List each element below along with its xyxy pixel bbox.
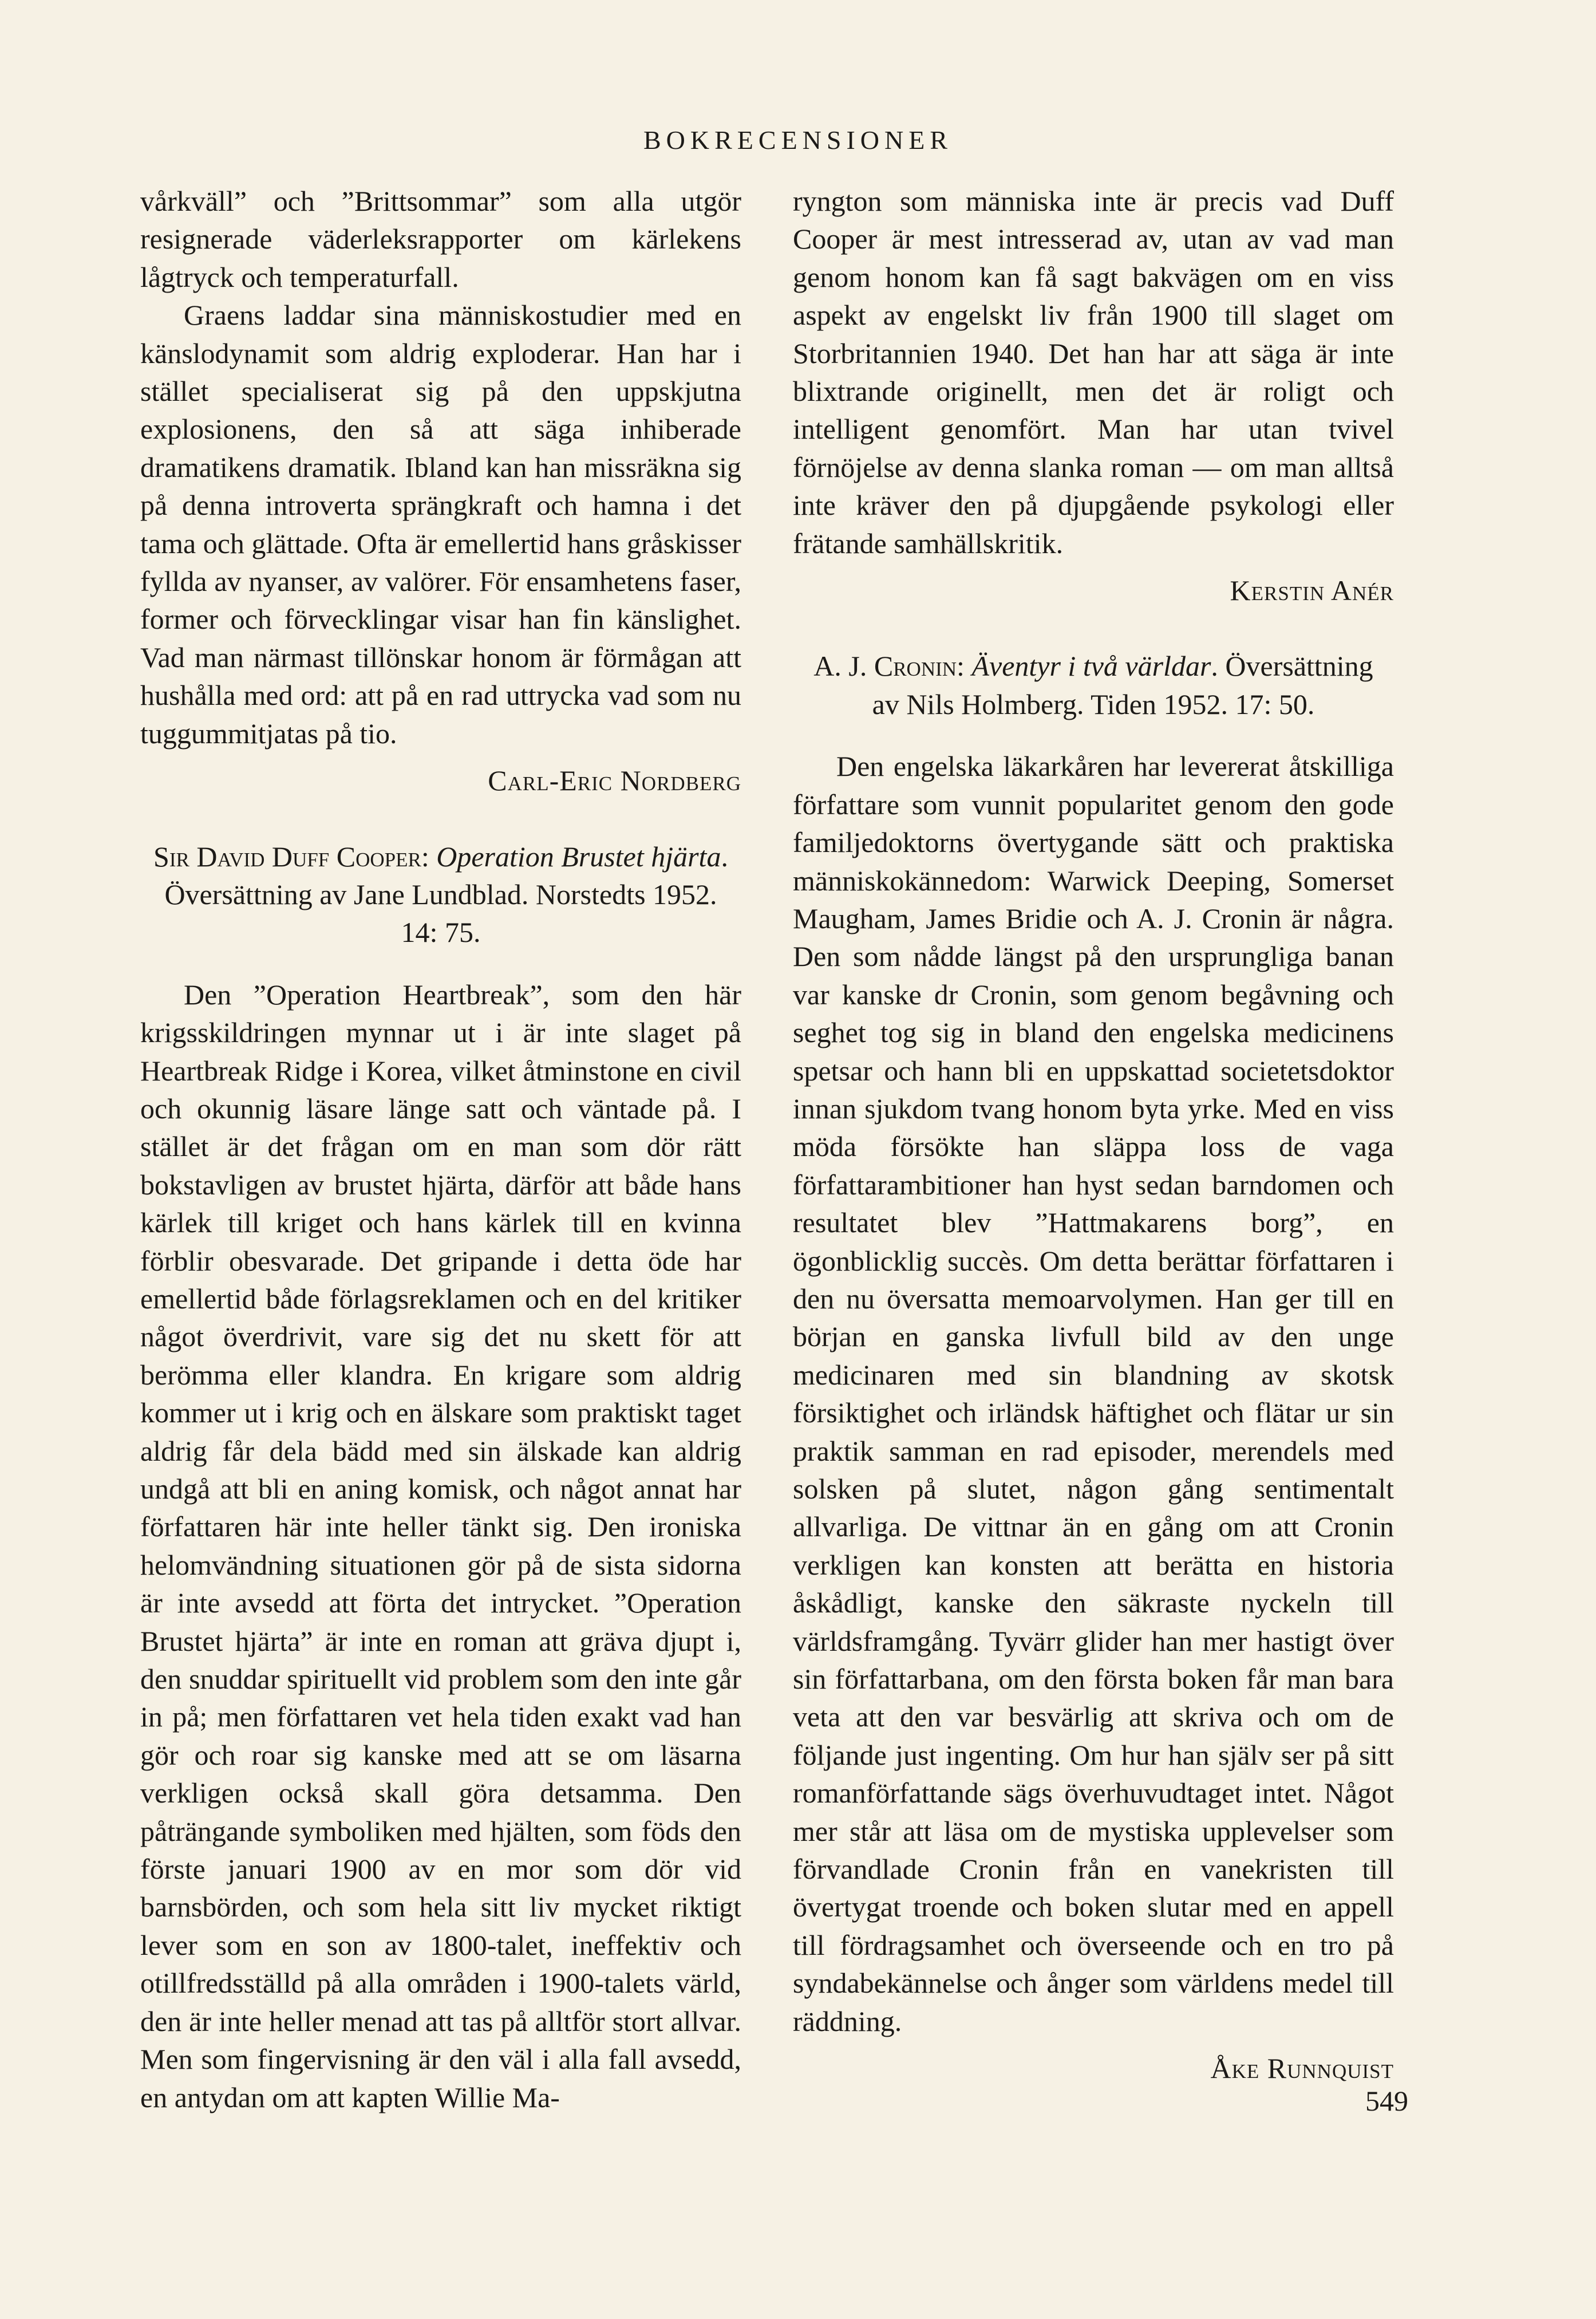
book-author: A. J. Cronin	[813, 650, 957, 683]
reviewer-signature: Kerstin Anér	[1230, 574, 1394, 607]
running-header: BOKRECENSIONER	[643, 125, 953, 155]
book-author: Sir David Duff Cooper	[153, 840, 421, 873]
review2-paragraph: Den ”Operation Heartbreak”, som den här krigsskildringen mynnar ut i är inte slaget på Heartbreak Ridge i Korea, vilket åtminstone en civil och okunnig läsare länge satt och väntade på. I stället är det frågan om en man som dör rätt bokstavligen av brustet hjärta, därför att både hans kärlek till kriget och hans kärlek till en kvinna förblir obesvarade. Det gripande i detta öde har emellertid både förlagsreklamen och en del kritiker något överdrivit, vare sig det nu skett för att berömma eller klandra. En krigare som aldrig kommer ut i krig och en älskare som praktiskt taget aldrig får dela bädd med sin älskade kan aldrig undgå att bli en aning komisk, och något annat har författaren här inte heller tänkt sig. Den ironiska helomvändning situationen gör på de sista sidorna är inte avsedd att förta det intrycket. ”Operation Brustet hjärta” är inte en roman att gräva djupt i, den snuddar spirituellt vid problem som den inte går in på; men författaren vet hela tiden exakt vad han gör och roar sig kanske med att se om läsarna verkligen också skall göra detsamma. Den påträngande symboliken med hjälten, som föds den förste januari 1900 av en mor som dör vid barnsbörden, och som hela sitt liv mycket riktigt lever som en son av 1800-talet, ineffektiv och otillfredsställd på alla områden i 1900-talets värld, den är inte heller menad att tas på alltför stort allvar. Men som fingervisning är den väl i alla fall avsedd, en antydan om att kapten Willie Ma-	[140, 978, 741, 2113]
page-number: 549	[1365, 2085, 1408, 2117]
review2-text-end: ryngton som människa inte är precis vad Duff Cooper är mest intresserad av, utan av vad man genom honom kan få sagt bakvägen om en viss aspekt av engelskt liv från 1900 till slaget om Storbritannien 1940. Det han har att säga är inte blixtrande originellt, men det är roligt och intelligent genomfört. Man har utan tvivel förnöjelse av denna slanka roman — om man alltså inte kräver den på djupgående psykologi eller frätande samhällskritik.	[793, 185, 1394, 559]
review3-paragraph: Den engelska läkarkåren har levererat åtskilliga författare som vunnit popularitet genom den gode familjedoktorns övertygande sätt och praktiska människokännedom: Warwick Deeping, Somerset Maugham, James Bridie och A. J. Cronin är några. Den som nådde längst på den ursprungliga banan var kanske dr Cronin, som genom begåvning och seghet tog sig in bland den engelska medicinens spetsar och hann bli en uppskattad societetsdoktor innan sjukdom tvang honom byta yrke. Med en viss möda försökte han släppa loss de vaga författarambitioner han hyst sedan barndomen och resultatet blev ”Hattmakarens borg”, en ögonblicklig succès. Om detta berättar författaren i den nu översatta memoarvolymen. Han ger till en början en ganska livfull bild av den unge medicinaren med sin blandning av skotsk försiktighet och irländsk häftighet och flätar ur sin praktik samman en rad episoder, merendels med solsken på slutet, någon gång sentimentalt allvarliga. De vittnar än en gång om att Cronin verkligen kan konsten att berätta en historia åskådligt, kanske den säkraste nyckeln till världsframgång. Tyvärr glider han mer hastigt över sin författarbana, om den första boken får man bara veta att den var besvärlig att skriva och om de följande just ingenting. Om hur han själv ser på sitt romanförfattande sägs överhuvudtaget intet. Något mer står att läsa om de mystiska upplevelser som förvandlade Cronin från en vanekristen till övertygat troende och boken slutar med en appell till fördragsamhet och överseende och en tro på syndabekännelse och ånger som världens medel till räddning.	[793, 750, 1394, 2037]
reviewer-signature: Carl-Eric Nordberg	[488, 764, 741, 797]
book-title: Operation Brustet hjärta	[436, 840, 721, 873]
left-column	[140, 182, 741, 2116]
review-heading: Sir David Duff Cooper: Operation Brustet hjärta. Översättning av Jane Lundblad. Norstedts 1952. 14: 75.	[153, 840, 728, 949]
book-details: Översättning av Jane Lundblad. Norstedts 1952. 14: 75.	[164, 878, 717, 949]
reviewer-signature: Åke Runnquist	[1210, 2052, 1394, 2085]
book-title: Äventyr i två världar	[971, 650, 1211, 683]
review1-paragraph: Graens laddar sina människostudier med en känslodynamit som aldrig exploderar. Han har i stället specialiserat sig på den uppskjutna explosionens, den så att säga inhiberade dramatikens dramatik. Ibland kan han missräkna sig på denna introverta sprängkraft och hamna i det tama och glättade. Ofta är emellertid hans gråskisser fyllda av nyanser, av valörer. För ensamhetens faser, former och förvecklingar visar han fin känslighet. Vad man närmast tillönskar honom är förmågan att hushålla med ord: att på en rad uttrycka vad som nu tuggummitjatas på tio.	[140, 299, 741, 750]
review1-text-end: vårkväll” och ”Brittsommar” som alla utgör resignerade väderleksrapporter om kärlekens lågtryck och temperaturfall.	[140, 185, 741, 293]
review-heading: A. J. Cronin: Äventyr i två världar. Översättning av Nils Holmberg. Tiden 1952. 17: 50.	[813, 650, 1373, 720]
book-details: Översättning av Nils Holmberg. Tiden 1952. 17: 50.	[872, 650, 1373, 720]
right-column	[793, 182, 1394, 2088]
